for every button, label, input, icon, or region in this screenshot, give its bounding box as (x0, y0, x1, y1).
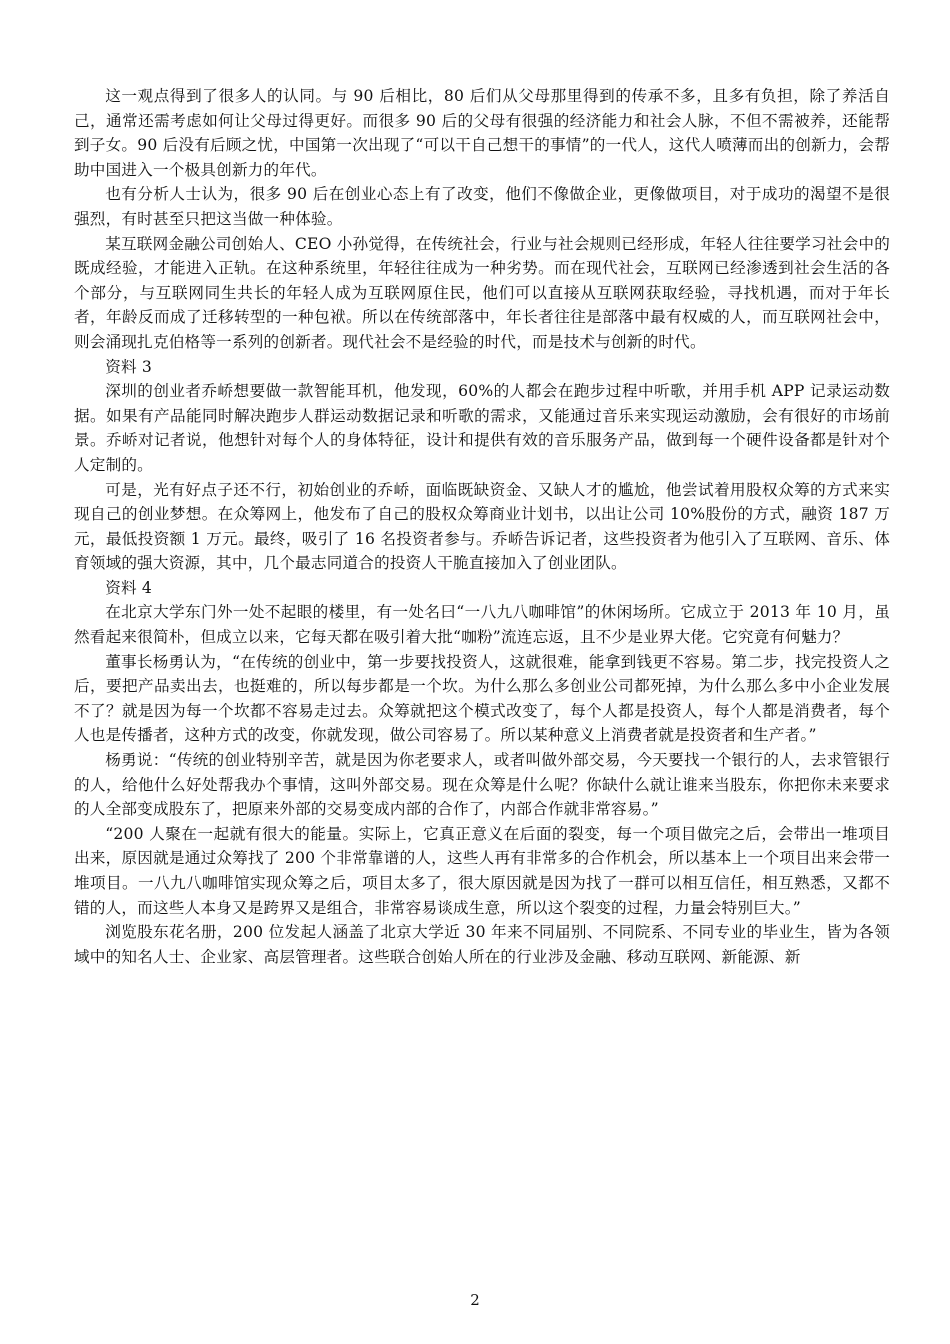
paragraph: “200 人聚在一起就有很大的能量。实际上，它真正意义在后面的裂变，每一个项目做完之后，会带出一堆项目出来，原因就是通过众筹找了 200 个非常靠谱的人，这些人再有非常多的合作机会，所以基本上一个项目出来会带一堆项目。一八九八咖啡馆实现众筹之后，项目太多了，很大原因就是因为找了一群可以相互信任，相互熟悉，又都不错的人，而这些人本身又是跨界又是组合，非常容易谈成生意，所以这个裂变的过程，力量会特别巨大。” (74, 824, 890, 917)
paragraph: 在北京大学东门外一处不起眼的楼里，有一处名曰“一八九八咖啡馆”的休闲场所。它成立于 2013 年 10 月，虽然看起来很简朴，但成立以来，它每天都在吸引着大批“咖粉”流连忘返，且不少是业界大佬。它究竟有何魅力？ (74, 603, 890, 647)
paragraph: 深圳的创业者乔峤想要做一款智能耳机，他发现，60%的人都会在跑步过程中听歌，并用手机 APP 记录运动数据。如果有产品能同时解决跑步人群运动数据记录和听歌的需求，又能通过音乐来实现运动激励，会有很好的市场前景。乔峤对记者说，他想针对每个人的身体特征，设计和提供有效的音乐服务产品，做到每一个硬件设备都是针对个人定制的。 (74, 382, 890, 474)
paragraph: 浏览股东花名册，200 位发起人涵盖了北京大学近 30 年来不同届别、不同院系、不同专业的毕业生，皆为各领域中的知名人士、企业家、高层管理者。这些联合创始人所在的行业涉及金融、移动互联网、新能源、新 (74, 923, 890, 966)
paragraph: 杨勇说：“传统的创业特别辛苦，就是因为你老要求人，或者叫做外部交易，今天要找一个银行的人，去求管银行的人，给他什么好处帮我办个事情，这叫外部交易。现在众筹是什么呢？你缺什么就让谁来当股东，你把你未来要求的人全部变成股东了，把原来外部的交易变成内部的合作了，内部合作就非常容易。” (74, 751, 890, 819)
paragraph: 某互联网金融公司创始人、CEO 小孙觉得，在传统社会，行业与社会规则已经形成，年轻人往往要学习社会中的既成经验，才能进入正轨。在这种系统里，年轻往往成为一种劣势。而在现代社会，互联网已经渗透到社会生活的各个部分，与互联网同生共长的年轻人成为互联网原住民，他们可以直接从互联网获取经验，寻找机遇，而对于年长者，年龄反而成了迁移转型的一种包袱。所以在传统部落中，年长者往往是部落中最有权威的人，而互联网社会中，则会涌现扎克伯格等一系列的创新者。现代社会不是经验的时代，而是技术与创新的时代。 (74, 234, 890, 351)
section-heading-material-3: 资料 3 (105, 357, 153, 376)
document-body (74, 84, 890, 969)
paragraph: 这一观点得到了很多人的认同。与 90 后相比，80 后们从父母那里得到的传承不多，且多有负担，除了养活自己，通常还需考虑如何让父母过得更好。而很多 90 后的父母有很强的经济能力和社会人脉，不但不需被养，还能帮到子女。90 后没有后顾之忧，中国第一次出现了“可以干自己想干的事情”的一代人，这代人喷薄而出的创新力，会帮助中国进入一个极具创新力的年代。 (74, 87, 890, 179)
paragraph: 可是，光有好点子还不行，初始创业的乔峤，面临既缺资金、又缺人才的尴尬，他尝试着用股权众筹的方式来实现自己的创业梦想。在众筹网上，他发布了自己的股权众筹商业计划书，以出让公司 10%股份的方式，融资 187 万元，最低投资额 1 万元。最终，吸引了 16 名投资者参与。乔峤告诉记者，这些投资者为他引入了互联网、音乐、体育领域的强大资源，其中，几个最志同道合的投资人干脆直接加入了创业团队。 (74, 480, 890, 573)
section-heading-material-4: 资料 4 (105, 578, 153, 597)
paragraph: 董事长杨勇认为，“在传统的创业中，第一步要找投资人，这就很难，能拿到钱更不容易。第二步，找完投资人之后，要把产品卖出去，也挺难的，所以每步都是一个坎。为什么那么多创业公司都死掉，为什么那么多中小企业发展不了？就是因为每一个坎都不容易走过去。众筹就把这个模式改变了，每个人都是投资人，每个人都是消费者，每个人也是传播者，这种方式的改变，你就发现，做公司容易了。所以某种意义上消费者就是投资者和生产者。” (74, 652, 890, 745)
paragraph: 也有分析人士认为，很多 90 后在创业心态上有了改变，他们不像做企业，更像做项目，对于成功的渴望不是很强烈，有时甚至只把这当做一种体验。 (74, 185, 890, 228)
page-number: 2 (470, 1291, 480, 1309)
